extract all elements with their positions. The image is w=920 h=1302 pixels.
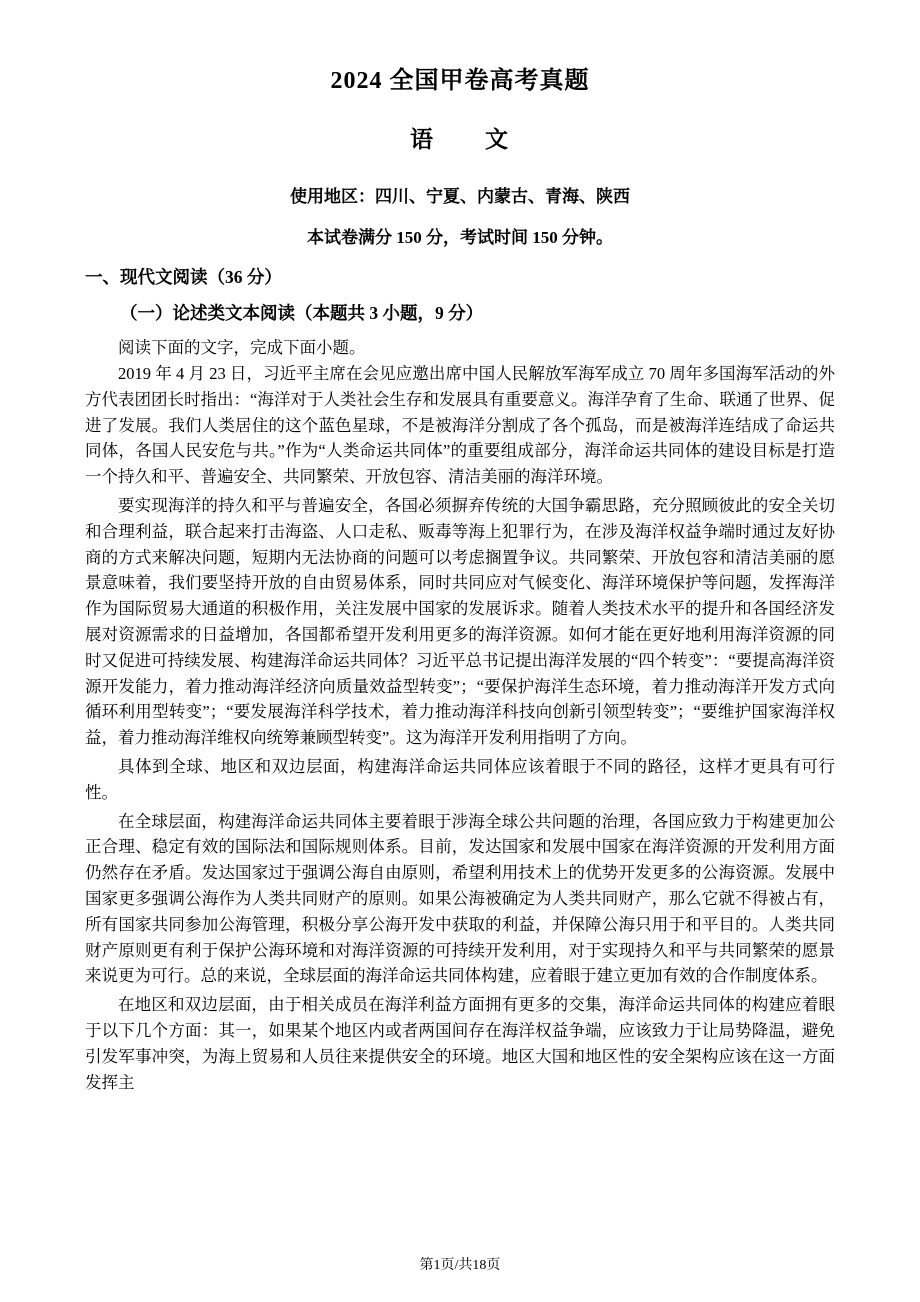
subsection-heading-argumentative-reading: （一）论述类文本阅读（本题共 3 小题，9 分） xyxy=(120,303,484,323)
page-title: 2024 全国甲卷高考真题 xyxy=(330,68,590,94)
score-line: 本试卷满分 150 分，考试时间 150 分钟。 xyxy=(307,228,613,247)
body-paragraph-1: 2019 年 4 月 23 日，习近平主席在会见应邀出席中国人民解放军海军成立 70 周年多国海军活动的外方代表团团长时指出：“海洋对于人类社会生存和发展具有重要意义。海洋孕育了生命、联通了世界、促进了发展。我们人类居住的这个蓝色星球，不是被海洋分割成了各个孤岛，而是被海洋连结成了命运共同体，各国人民安危与共。”作为“人类命运共同体”的重要组成部分，海洋命运共同体的建设目标是打造一个持久和平、普遍安全、共同繁荣、开放包容、清洁美丽的海洋环境。 xyxy=(85,364,835,487)
body-paragraph-4: 在全球层面，构建海洋命运共同体主要着眼于涉海全球公共问题的治理，各国应致力于构建更加公正合理、稳定有效的国际法和国际规则体系。目前，发达国家和发展中国家在海洋资源的开发利用方面仍然存在矛盾。发达国家过于强调公海自由原则，希望利用技术上的优势开发更多的公海资源。发展中国家更多强调公海作为人类共同财产的原则。如果公海被确定为人类共同财产，那么它就不得被占有，所有国家共同参加公海管理，积极分享公海开发中获取的利益，并保障公海只用于和平目的。人类共同财产原则更有利于保护公海环境和对海洋资源的可持续开发利用，对于实现持久和平与共同繁荣的愿景来说更为可行。总的来说，全球层面的海洋命运共同体构建，应着眼于建立更加有效的合作制度体系。 xyxy=(85,811,835,986)
subject-title: 语 文 xyxy=(410,127,510,152)
page-number-footer: 第1页/共18页 xyxy=(419,1258,501,1273)
body-paragraph-2: 要实现海洋的持久和平与普遍安全，各国必须摒弃传统的大国争霸思路，充分照顾彼此的安全关切和合理利益，联合起来打击海盗、人口走私、贩毒等海上犯罪行为，在涉及海洋权益争端时通过友好协商的方式来解决问题，短期内无法协商的问题可以考虑搁置争议。共同繁荣、开放包容和清洁美丽的愿景意味着，我们要坚持开放的自由贸易体系，同时共同应对气候变化、海洋环境保护等问题，发挥海洋作为国际贸易大通道的积极作用，关注发展中国家的发展诉求。随着人类技术水平的提升和各国经济发展对资源需求的日益增加，各国都希望开发利用更多的海洋资源。如何才能在更好地利用海洋资源的同时又促进可持续发展、构建海洋命运共同体？习近平总书记提出海洋发展的“四个转变”：“要提高海洋资源开发能力，着力推动海洋经济向质量效益型转变”；“要保护海洋生态环境，着力推动海洋开发方式向循环利用型转变”；“要发展海洋科学技术，着力推动海洋科技向创新引领型转变”；“要维护国家海洋权益，着力推动海洋维权向统筹兼顾型转变”。这为海洋开发利用指明了方向。 xyxy=(85,495,835,748)
body-paragraph-3: 具体到全球、地区和双边层面，构建海洋命运共同体应该着眼于不同的路径，这样才更具有可行性。 xyxy=(85,756,835,802)
reading-instruction: 阅读下面的文字，完成下面小题。 xyxy=(118,338,366,357)
body-paragraph-5: 在地区和双边层面，由于相关成员在海洋利益方面拥有更多的交集，海洋命运共同体的构建应着眼于以下几个方面：其一，如果某个地区内或者两国间存在海洋权益争端，应该致力于让局势降温，避免引发军事冲突，为海上贸易和人员往来提供安全的环境。地区大国和地区性的安全架构应该在这一方面发挥主 xyxy=(85,995,835,1092)
region-line: 使用地区：四川、宁夏、内蒙古、青海、陕西 xyxy=(290,187,630,206)
section-heading-modern-reading: 一、现代文阅读（36 分） xyxy=(85,267,282,287)
